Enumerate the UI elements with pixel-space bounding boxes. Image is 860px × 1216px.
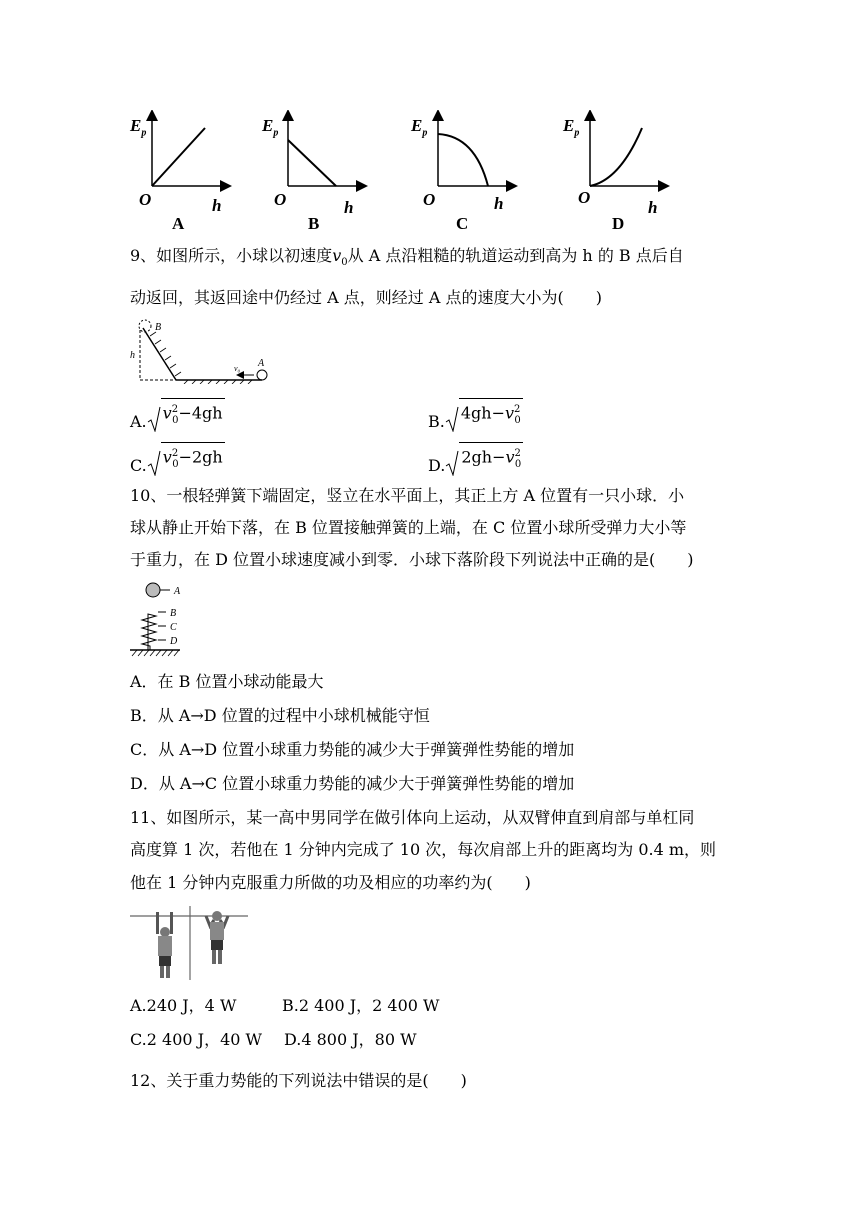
q11-stem-line3: 他在 1 分钟内克服重力所做的功及相应的功率约为( ) [130, 873, 531, 892]
q11-pullup-figure [130, 906, 250, 982]
q11-option-b[interactable]: B.2 400 J，2 400 W [282, 996, 440, 1015]
q10-label-c: C [170, 622, 177, 633]
graph-a-h-label: h [212, 196, 222, 215]
q9-track-figure [128, 318, 278, 384]
q11-stem-line1: 11、如图所示，某一高中男同学在做引体向上运动，从双臂伸直到肩部与单杠同 [130, 808, 695, 827]
graph-a [152, 115, 226, 186]
graph-c-h-label: h [494, 194, 504, 213]
q9-label-h: h [130, 350, 135, 361]
ep-h-graphs-figure [120, 110, 740, 235]
graph-b [288, 115, 362, 186]
q11-stem-line2: 高度算 1 次，若他在 1 分钟内完成了 10 次，每次肩部上升的距离均为 0.4 m，则 [130, 840, 717, 859]
graph-d-h-label: h [648, 198, 658, 217]
q11-option-d[interactable]: D.4 800 J，80 W [284, 1030, 417, 1049]
q9-stem-line1: 9、如图所示，小球以初速度$v_0$从 A 点沿粗糙的轨道运动到高为 h 的 B 点后自 [130, 246, 684, 269]
graph-a-ep-label: $E_p$ [130, 116, 147, 139]
graph-d-ep-label: $E_p$ [563, 116, 580, 139]
q10-label-b: B [170, 608, 177, 619]
graph-b-origin: O [274, 190, 287, 209]
q10-stem-line3: 于重力，在 D 位置小球速度减小到零．小球下落阶段下列说法中正确的是( ) [130, 550, 694, 569]
q10-label-d: D [170, 636, 178, 647]
q10-stem-line1: 10、一根轻弹簧下端固定，竖立在水平面上，其正上方 A 位置有一只小球．小 [130, 486, 685, 505]
graph-c-caption: C [456, 214, 469, 233]
q10-label-a: A [174, 586, 181, 597]
graph-c-origin: O [423, 190, 436, 209]
q11-option-a[interactable]: A.240 J，4 W [130, 996, 237, 1015]
q10-spring-figure [128, 578, 188, 662]
q9-option-a[interactable]: A. $v^2_0-4gh$ [130, 398, 225, 432]
q9-label-a: A [258, 358, 265, 369]
graph-b-caption: B [308, 214, 320, 233]
graph-d-origin: O [578, 188, 591, 207]
q9-label-v0: v₀ [234, 364, 241, 373]
q10-stem-line2: 球从静止开始下落，在 B 位置接触弹簧的上端，在 C 位置小球所受弹力大小等 [130, 518, 687, 537]
graph-c-ep-label: $E_p$ [411, 116, 428, 139]
graph-d [590, 115, 664, 186]
q9-option-b[interactable]: B. $4gh-v^2_0$ [428, 398, 523, 432]
graph-b-h-label: h [344, 198, 354, 217]
q10-option-d[interactable]: D．从 A→C 位置小球重力势能的减少大于弹簧弹性势能的增加 [130, 774, 575, 793]
q9-option-c[interactable]: C. $v^2_0-2gh$ [130, 442, 225, 476]
person-pulled-up-icon [206, 911, 228, 964]
graph-c [438, 115, 512, 186]
q9-option-d[interactable]: D. $2gh-v^2_0$ [428, 442, 523, 476]
q11-option-c[interactable]: C.2 400 J，40 W [130, 1030, 262, 1049]
graph-b-ep-label: $E_p$ [262, 116, 279, 139]
q12-stem-line1: 12、关于重力势能的下列说法中错误的是( ) [130, 1071, 467, 1090]
graph-a-origin: O [139, 190, 152, 209]
graph-a-caption: A [172, 214, 185, 233]
graph-d-caption: D [612, 214, 625, 233]
q9-stem-line2: 动返回，其返回途中仍经过 A 点，则经过 A 点的速度大小为( ) [130, 288, 602, 307]
person-hanging-icon [156, 912, 173, 978]
q9-label-b: B [155, 322, 162, 333]
q10-option-a[interactable]: A．在 B 位置小球动能最大 [130, 672, 324, 691]
q10-option-b[interactable]: B．从 A→D 位置的过程中小球机械能守恒 [130, 706, 430, 725]
q10-option-c[interactable]: C．从 A→D 位置小球重力势能的减少大于弹簧弹性势能的增加 [130, 740, 575, 759]
